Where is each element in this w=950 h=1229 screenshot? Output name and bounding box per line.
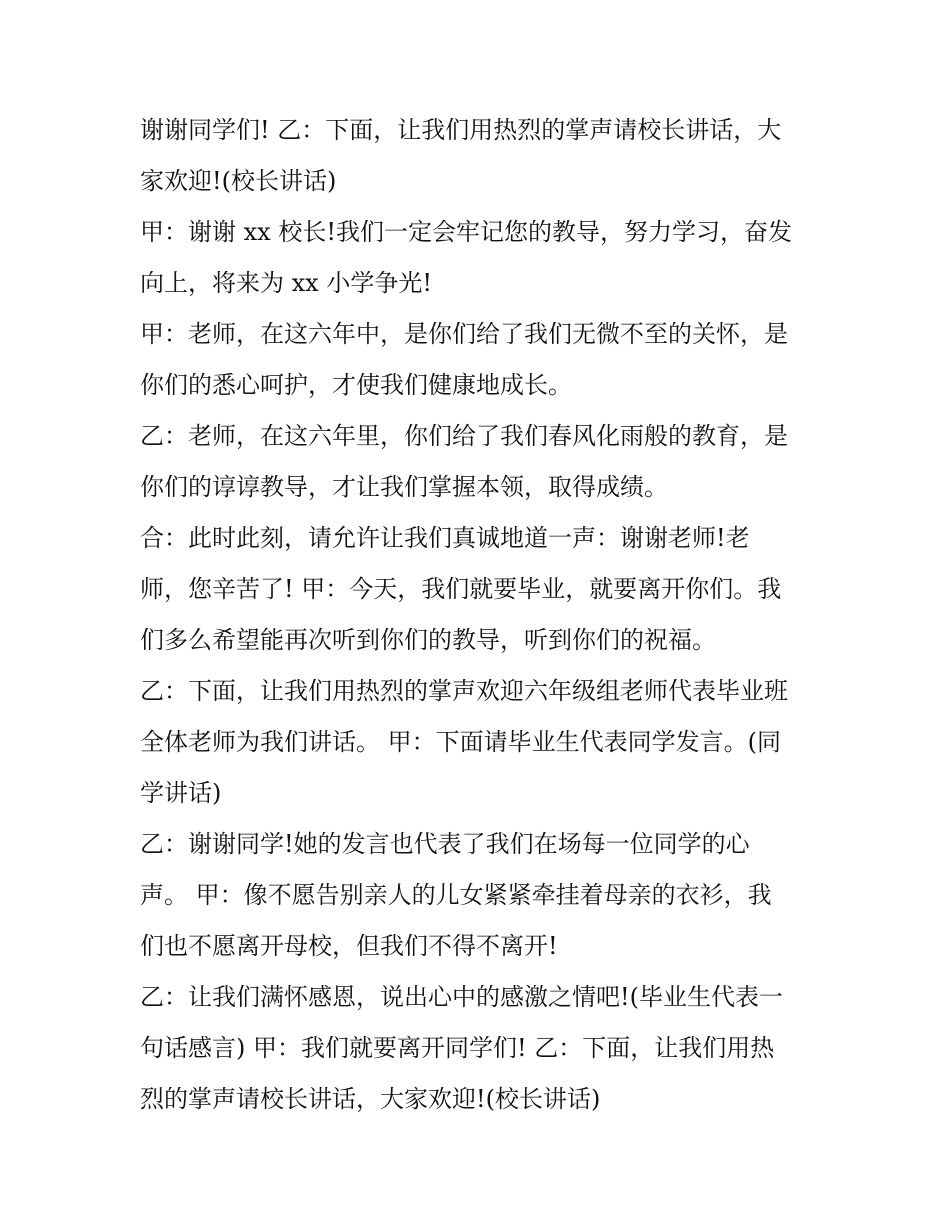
document-body — [140, 105, 820, 1125]
text-line: 乙：老师，在这六年里，你们给了我们春风化雨般的教育，是 — [140, 422, 788, 450]
text-line: 们也不愿离开母校，但我们不得不离开! — [140, 932, 558, 960]
text-line: 谢谢同学们! 乙：下面，让我们用热烈的掌声请校长讲话，大 — [140, 116, 782, 144]
text-line: 声。 甲：像不愿告别亲人的儿女紧紧牵挂着母亲的衣衫，我 — [140, 881, 772, 909]
text-line: 甲：谢谢 xx 校长!我们一定会牢记您的教导，努力学习，奋发 — [140, 218, 792, 246]
text-line: 家欢迎!(校长讲话) — [140, 167, 337, 195]
text-line: 乙：谢谢同学!她的发言也代表了我们在场每一位同学的心 — [140, 830, 750, 858]
text-line: 全体老师为我们讲话。 甲：下面请毕业生代表同学发言。(同 — [140, 728, 781, 756]
text-line: 师，您辛苦了! 甲：今天，我们就要毕业，就要离开你们。我 — [140, 575, 782, 603]
text-line: 学讲话) — [140, 779, 222, 807]
text-line: 合：此时此刻，请允许让我们真诚地道一声：谢谢老师!老 — [140, 524, 750, 552]
text-line: 乙：让我们满怀感恩，说出心中的感激之情吧!(毕业生代表一 — [140, 983, 784, 1011]
text-line: 你们的悉心呵护，才使我们健康地成长。 — [140, 371, 572, 399]
text-line: 乙：下面，让我们用热烈的掌声欢迎六年级组老师代表毕业班 — [140, 677, 788, 705]
text-line: 烈的掌声请校长讲话，大家欢迎!(校长讲话) — [140, 1085, 601, 1113]
text-line: 句话感言) 甲：我们就要离开同学们! 乙：下面，让我们用热 — [140, 1034, 775, 1062]
text-line: 甲：老师，在这六年中，是你们给了我们无微不至的关怀，是 — [140, 320, 788, 348]
text-line: 你们的谆谆教导，才让我们掌握本领，取得成绩。 — [140, 473, 668, 501]
text-line: 们多么希望能再次听到你们的教导，听到你们的祝福。 — [140, 626, 716, 654]
text-line: 向上，将来为 xx 小学争光! — [140, 269, 432, 297]
